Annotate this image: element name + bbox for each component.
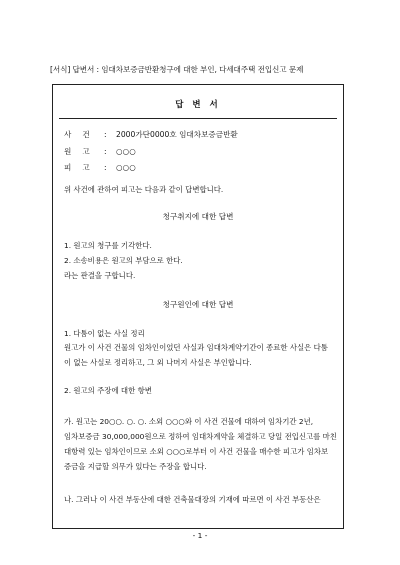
plaintiff-label: 원고 [64, 147, 101, 156]
para-ga-line-4: 증금을 지급할 의무가 있다는 주장을 합니다. [64, 462, 207, 471]
undisputed-heading: 1. 다툼이 없는 사실 정리 [64, 329, 145, 338]
page-number: - 1 - [192, 531, 208, 540]
cause-section-title: 청구원인에 대한 답변 [162, 300, 234, 309]
undisputed-line-2: 이 없는 사실로 정리하고, 그 외 나머지 사실은 부인합니다. [64, 358, 252, 367]
case-row-defendant: 피고 : ○○○ [64, 163, 136, 172]
case-value: 2000가단0000호 임대차보증금반환 [116, 130, 238, 139]
document-header: [서식] 답변서 : 임대차보증금반환청구에 대한 부인, 다세대주택 전입신고 문제 [50, 65, 304, 74]
case-row-plaintiff: 원고 : ○○○ [64, 147, 136, 156]
case-label: 사건 [64, 130, 101, 139]
para-ga-line-1: 가. 원고는 20○○. ○. ○. 소외 ○○○와 이 사건 건물에 대하여 임차기간 2년, [64, 417, 314, 426]
case-row-case: 사건 : 2000가단0000호 임대차보증금반환 [64, 130, 238, 139]
intro-text: 위 사건에 관하여 피고는 다음과 같이 답변합니다. [64, 185, 224, 194]
claim-item-1: 1. 원고의 청구를 기각한다. [64, 241, 152, 250]
claim-item-3: 라는 판결을 구합니다. [64, 271, 136, 280]
para-na-line-1: 나. 그러나 이 사건 부동산에 대한 건축물대장의 기재에 따르면 이 사건 부동산은 [64, 495, 321, 504]
defendant-value: ○○○ [116, 163, 136, 172]
document-title: 답 변 서 [175, 100, 221, 110]
claim-response-heading: 2. 원고의 주장에 대한 항변 [64, 386, 152, 395]
claim-item-2: 2. 소송비용은 원고의 부담으로 한다. [64, 256, 183, 265]
undisputed-line-1: 원고가 이 사건 건물의 임차인이었던 사실과 임대차계약기간이 종료한 사실은 다툼 [64, 343, 328, 352]
defendant-label: 피고 [64, 163, 101, 172]
answer-document-frame [52, 84, 344, 529]
para-ga-line-3: 대항력 있는 임차인이므로 소외 ○○○로부터 이 사건 건물을 매수한 피고가 임차보 [64, 447, 329, 456]
title-divider [59, 118, 337, 119]
claim-section-title: 청구취지에 대한 답변 [162, 212, 234, 221]
plaintiff-value: ○○○ [116, 147, 136, 156]
para-ga-line-2: 임차보증금 30,000,000원으로 정하여 임대차계약을 체결하고 당일 전입신고를 마친 [64, 432, 337, 441]
